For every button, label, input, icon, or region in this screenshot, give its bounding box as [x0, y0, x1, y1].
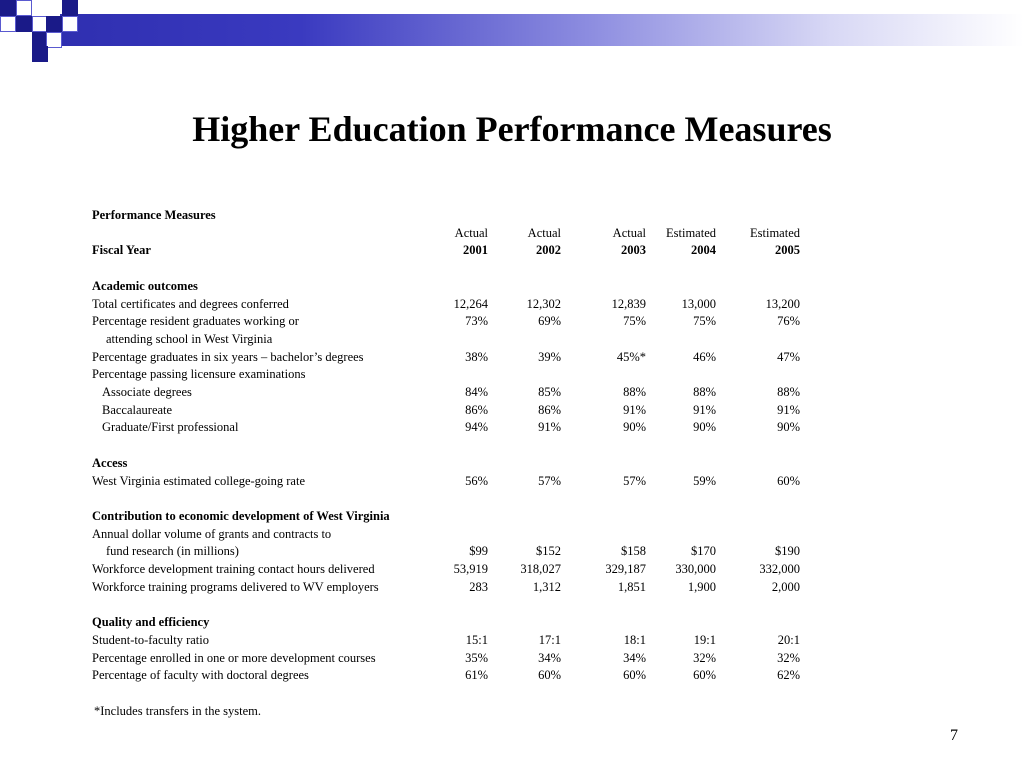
cell-value [646, 331, 716, 349]
table-row [92, 667, 800, 685]
cell-value: 91% [623, 402, 646, 417]
cell-value: 53,919 [453, 562, 488, 577]
cell-value: 34% [623, 650, 646, 665]
cell-value: 85% [538, 385, 561, 400]
row-label: Annual dollar volume of grants and contracts to [92, 526, 332, 541]
cell-value: 69% [538, 314, 561, 329]
table-row [92, 349, 800, 367]
cell-value: 91% [538, 420, 561, 435]
cell-value: 1,312 [532, 579, 561, 594]
cell-value [716, 366, 800, 384]
cell-value: 34% [538, 650, 561, 665]
cell-value [561, 366, 646, 384]
cell-value: 61% [465, 668, 488, 683]
section-heading-row [92, 455, 800, 473]
table-row [92, 313, 800, 331]
cell-value: 88% [623, 385, 646, 400]
column-status: Actual [612, 225, 646, 240]
cell-value [448, 366, 488, 384]
cell-value: 86% [538, 402, 561, 417]
column-year-row [92, 242, 800, 260]
cell-value: 13,200 [765, 296, 800, 311]
cell-value: 20:1 [777, 632, 800, 647]
cell-value: 329,187 [605, 562, 646, 577]
cell-value: 45%* [616, 349, 646, 364]
cell-value: $158 [621, 544, 646, 559]
table-row [92, 561, 800, 579]
table-row [92, 402, 800, 420]
section-heading-row [92, 278, 800, 296]
table-row [92, 384, 800, 402]
cell-value [716, 331, 800, 349]
spacer-row [92, 685, 800, 703]
table-row [92, 579, 800, 597]
row-label: Workforce development training contact hours delivered [92, 562, 375, 577]
cell-value: 88% [693, 385, 716, 400]
cell-value: $152 [536, 544, 561, 559]
cell-value: 35% [465, 650, 488, 665]
row-label: fund research (in millions) [106, 544, 239, 559]
cell-value: 19:1 [693, 632, 716, 647]
cell-value [448, 331, 488, 349]
cell-value: 330,000 [675, 562, 716, 577]
column-year: 2005 [775, 243, 800, 258]
cell-value: 12,302 [526, 296, 561, 311]
cell-value: 88% [777, 385, 800, 400]
cell-value: 90% [623, 420, 646, 435]
cell-value: 60% [693, 668, 716, 683]
cell-value: 60% [623, 668, 646, 683]
section-heading: Academic outcomes [92, 278, 198, 293]
section-heading: Access [92, 455, 128, 470]
cell-value [448, 526, 488, 544]
cell-value: 86% [465, 402, 488, 417]
spacer-row [92, 437, 800, 455]
cell-value: 17:1 [538, 632, 561, 647]
cell-value: $190 [775, 544, 800, 559]
row-label: Student-to-faculty ratio [92, 632, 209, 647]
cell-value: 57% [538, 473, 561, 488]
spacer-row [92, 260, 800, 278]
slide-title: Higher Education Performance Measures [192, 109, 832, 149]
spacer-row [92, 596, 800, 614]
column-status: Actual [454, 225, 488, 240]
section-heading-row [92, 508, 800, 526]
header-gradient-band [60, 14, 1024, 46]
cell-value: 84% [465, 385, 488, 400]
cell-value [561, 331, 646, 349]
cell-value [646, 526, 716, 544]
cell-value: $170 [691, 544, 716, 559]
table-row [92, 473, 800, 491]
cell-value: 60% [777, 473, 800, 488]
cell-value: 12,264 [453, 296, 488, 311]
row-label: Percentage passing licensure examinations [92, 367, 306, 382]
table-row [92, 296, 800, 314]
cell-value: 75% [693, 314, 716, 329]
table-row [92, 419, 800, 437]
column-status: Estimated [666, 225, 716, 240]
page-number: 7 [950, 727, 958, 744]
row-label: attending school in West Virginia [106, 331, 273, 346]
cell-value: 57% [623, 473, 646, 488]
table-row [92, 526, 800, 544]
row-label: Percentage enrolled in one or more development courses [92, 650, 376, 665]
table-row [92, 650, 800, 668]
row-label: Graduate/First professional [102, 420, 239, 435]
column-status-row [92, 225, 800, 243]
cell-value: 32% [777, 650, 800, 665]
table-row [92, 543, 800, 561]
column-year: 2001 [463, 243, 488, 258]
footnote: *Includes transfers in the system. [94, 704, 261, 718]
cell-value: 15:1 [465, 632, 488, 647]
cell-value [561, 526, 646, 544]
table-caption: Performance Measures [92, 208, 216, 222]
cell-value: 283 [469, 579, 488, 594]
table-caption-row [92, 207, 800, 225]
cell-value [488, 331, 561, 349]
cell-value: 1,900 [687, 579, 716, 594]
cell-value: 39% [538, 349, 561, 364]
cell-value: 75% [623, 314, 646, 329]
table-row [92, 331, 800, 349]
spacer-row [92, 490, 800, 508]
row-label: West Virginia estimated college-going rate [92, 473, 305, 488]
row-label: Workforce training programs delivered to WV employers [92, 579, 379, 594]
row-label: Associate degrees [102, 385, 192, 400]
table-row [92, 632, 800, 650]
section-heading: Contribution to economic development of West Virginia [92, 508, 390, 523]
section-heading-row [92, 614, 800, 632]
cell-value: 76% [777, 314, 800, 329]
cell-value: 32% [693, 650, 716, 665]
column-status: Estimated [750, 225, 800, 240]
cell-value: 91% [693, 402, 716, 417]
cell-value: 90% [777, 420, 800, 435]
performance-measures-table [92, 207, 800, 703]
cell-value [646, 366, 716, 384]
cell-value [716, 526, 800, 544]
cell-value: 12,839 [611, 296, 646, 311]
fiscal-year-label: Fiscal Year [92, 243, 151, 258]
cell-value: 318,027 [520, 562, 561, 577]
cell-value: 332,000 [759, 562, 800, 577]
cell-value: 90% [693, 420, 716, 435]
table-row [92, 366, 800, 384]
cell-value: 46% [693, 349, 716, 364]
cell-value: 91% [777, 402, 800, 417]
cell-value: 2,000 [771, 579, 800, 594]
cell-value: 62% [777, 668, 800, 683]
cell-value: 60% [538, 668, 561, 683]
cell-value: 1,851 [617, 579, 646, 594]
row-label: Percentage of faculty with doctoral degrees [92, 668, 309, 683]
row-label: Percentage graduates in six years – bachelor’s degrees [92, 349, 364, 364]
cell-value: 59% [693, 473, 716, 488]
cell-value: 13,000 [681, 296, 716, 311]
cell-value: 47% [777, 349, 800, 364]
row-label: Total certificates and degrees conferred [92, 296, 289, 311]
cell-value: 56% [465, 473, 488, 488]
cell-value [488, 366, 561, 384]
column-year: 2003 [621, 243, 646, 258]
column-year: 2002 [536, 243, 561, 258]
cell-value: 94% [465, 420, 488, 435]
row-label: Baccalaureate [102, 402, 173, 417]
cell-value: $99 [469, 544, 488, 559]
column-year: 2004 [691, 243, 716, 258]
cell-value: 73% [465, 314, 488, 329]
row-label: Percentage resident graduates working or [92, 314, 299, 329]
cell-value [488, 526, 561, 544]
cell-value: 38% [465, 349, 488, 364]
section-heading: Quality and efficiency [92, 615, 210, 630]
column-status: Actual [527, 225, 561, 240]
cell-value: 18:1 [623, 632, 646, 647]
